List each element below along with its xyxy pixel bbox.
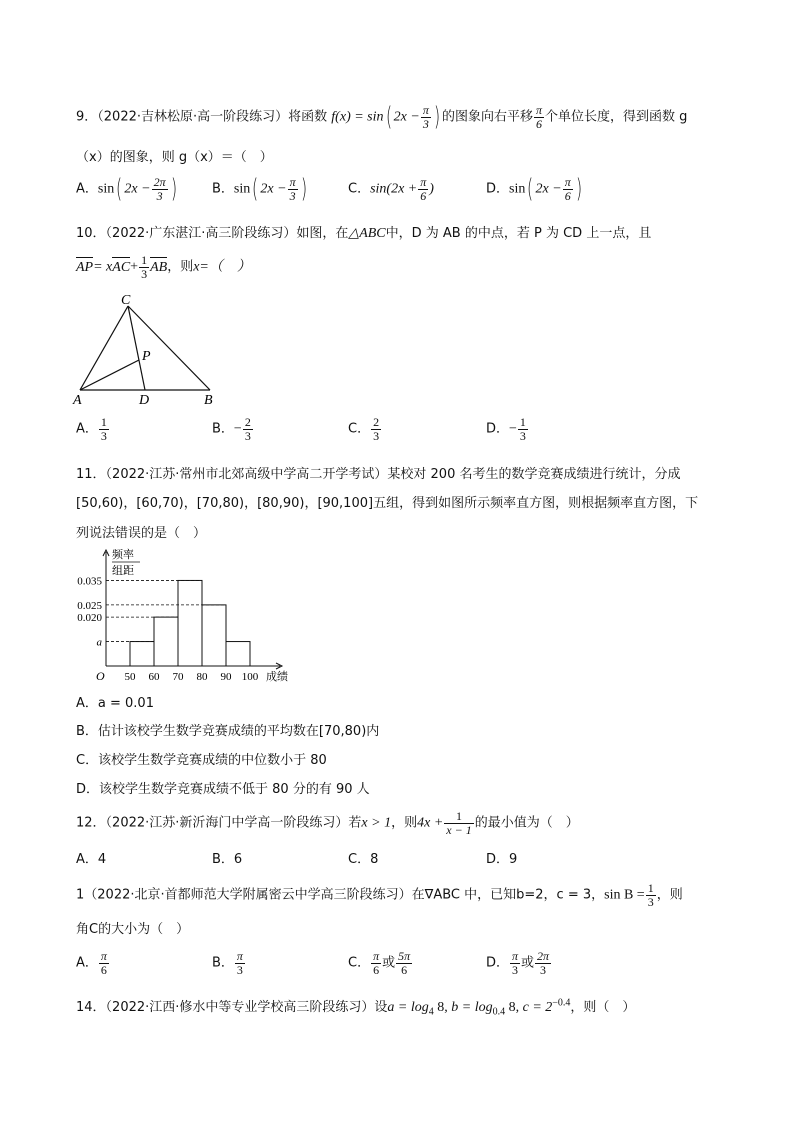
q10-option-b[interactable]: B．− $\frac{2}{3}$	[212, 415, 251, 443]
vertex-b-label: B	[204, 393, 213, 408]
y-tick-label: 0.020	[77, 612, 102, 625]
vector-ac: AC	[112, 259, 131, 275]
x-tick-label: 90	[220, 671, 232, 682]
q9-option-a[interactable]: A．sin( 2x − $\frac{2\pi}{3}$ )	[76, 174, 177, 205]
q9-number: 9．	[76, 109, 98, 125]
q13-option-c[interactable]: C． $\frac{\pi}{6}$ 或 $\frac{5\pi}{6}$	[348, 949, 411, 977]
histogram-bar	[154, 617, 178, 666]
q13-option-d[interactable]: D． $\frac{\pi}{3}$ 或 $\frac{2\pi}{3}$	[486, 949, 550, 977]
q14-stem: 14．（2022·江西·修水中等专业学校高三阶段练习）设$a = \log_4 8$, $b = \log_{0.4} 8$, $c = 2^{-0.4}$，则（ ）	[76, 997, 636, 1018]
vertex-a-label: A	[73, 393, 82, 408]
q12-option-c[interactable]: C．8	[348, 852, 379, 867]
q13-option-b[interactable]: B． $\frac{\pi}{3}$	[212, 949, 243, 977]
q11-source: （2022·江苏·常州市北郊高级中学高二开学考试）	[105, 467, 388, 482]
x-tick-label: 60	[148, 671, 160, 682]
q10-text: 如图，在	[296, 226, 349, 241]
triangle-figure	[70, 290, 220, 408]
histogram-bar	[130, 642, 154, 666]
q9-text-b: 的图象向右平移	[442, 109, 534, 125]
vector-ap: AP	[76, 259, 94, 275]
q9-option-c[interactable]: C．sin(2x + $\frac{\pi}{6}$ )	[348, 175, 434, 203]
q12-number: 12．	[76, 815, 106, 831]
x-tick-label: 50	[124, 671, 136, 682]
q12-option-a[interactable]: A．4	[76, 852, 107, 867]
q14-c: c = 2	[522, 1000, 553, 1015]
q10-option-d[interactable]: D．− $\frac{1}{3}$	[486, 415, 526, 443]
q12-option-d[interactable]: D．9	[486, 852, 518, 867]
q11-text: 某校对 200 名考生的数学竞赛成绩进行统计，分成	[387, 467, 681, 482]
x-tick-label: 70	[172, 671, 184, 682]
point-p-label: P	[142, 349, 151, 364]
q12-condition: x > 1	[361, 815, 392, 831]
q10-eq-frac: $\frac{1}{3}$	[141, 253, 148, 281]
q12-source: （2022·江苏·新沂海门中学高一阶段练习）	[105, 815, 349, 831]
q10-text-b: 中，D 为 AB 的中点，若 P 为 CD 上一点，且	[385, 226, 652, 241]
x-tick-label: 100	[241, 671, 259, 682]
q10-number: 10．	[76, 226, 106, 241]
frequency-histogram	[70, 546, 300, 682]
q11-option-c[interactable]: C．该校学生数学竞赛成绩的中位数小于 80	[76, 753, 327, 768]
q11-number: 11．	[76, 467, 106, 482]
q14-source: （2022·江西·修水中等专业学校高三阶段练习）	[105, 1000, 375, 1015]
q10-triangle: △ABC	[348, 226, 386, 241]
q12-expression: 4x +	[417, 815, 444, 831]
q9-option-d[interactable]: D．sin( 2x − $\frac{\pi}{6}$ )	[486, 174, 582, 205]
q9-stem: 9．（2022·吉林松原·高一阶段练习）将函数 f(x) = sin( 2x − $\frac{\pi}{3}$ ) 的图象向右平移 $\frac{\pi}{6}$ 个单位长度，得到函数 g	[76, 102, 688, 133]
q12-frac: $\frac{1}{x - 1}$	[446, 809, 472, 837]
y-axis-label-denominator: 组距	[112, 565, 134, 577]
y-tick-label: a	[96, 636, 102, 649]
q9-shift-frac: $\frac{\pi}{6}$	[536, 103, 543, 131]
q13-sinb: sin B =	[604, 887, 645, 903]
q9-option-b[interactable]: B．sin( 2x − $\frac{\pi}{3}$ )	[212, 174, 307, 205]
histogram-bar	[226, 642, 250, 666]
q13-frac: $\frac{1}{3}$	[647, 881, 654, 909]
q11-option-d[interactable]: D．该校学生数学竞赛成绩不低于 80 分的有 90 人	[76, 782, 370, 797]
q13-text: 在∇ABC 中，已知b=2，c = 3，	[411, 887, 605, 903]
q11-line2: [50,60)，[60,70)，[70,80)，[80,90)，[90,100]五组，得到如图所示频率直方图，则根据频率直方图，下	[76, 496, 699, 511]
origin-label: O	[96, 669, 105, 682]
q13-stem: 1（2022·北京·首都师范大学附属密云中学高三阶段练习）在∇ABC 中，已知b=2，c = 3，sin B = $\frac{1}{3}$ ，则	[76, 881, 683, 909]
x-axis-label: 成绩	[266, 671, 288, 682]
q12-stem: 12．（2022·江苏·新沂海门中学高一阶段练习）若x > 1，则4x + $\frac{1}{x - 1}$ 的最小值为（ ）	[76, 809, 579, 837]
q10-option-c[interactable]: C． $\frac{2}{3}$	[348, 415, 380, 443]
y-tick-label: 0.025	[77, 599, 102, 612]
q9-func: f(x) = sin	[331, 109, 384, 125]
y-axis-label-numerator: 频率	[112, 549, 134, 561]
q11-stem	[76, 463, 680, 482]
histogram-bar	[178, 580, 202, 666]
q10-stem	[76, 222, 651, 242]
q12-option-b[interactable]: B．6	[212, 852, 243, 867]
q13-number: 1	[76, 887, 85, 903]
x-tick-label: 80	[196, 671, 208, 682]
vector-ab: AB	[150, 259, 168, 275]
y-tick-label: 0.035	[77, 575, 102, 588]
q11-line3: 列说法错误的是（ ）	[76, 526, 207, 541]
q9-text-c: 个单位长度，得到函数 g	[545, 109, 688, 125]
q9-arg: 2x −	[393, 109, 420, 125]
q11-option-b[interactable]: B．估计该校学生数学竞赛成绩的平均数在[70,80)内	[76, 724, 380, 739]
q13-option-a[interactable]: A． $\frac{\pi}{6}$	[76, 949, 107, 977]
q9-source: （2022·吉林松原·高一阶段练习）	[97, 109, 289, 125]
histogram-bar	[202, 605, 226, 666]
q9-line2: （x）的图象，则 g（x）＝（ ）	[76, 150, 273, 165]
q10-ask: x=（ ）	[193, 259, 251, 275]
q13-line2: 角C的大小为（ ）	[76, 922, 190, 937]
q9-frac: $\frac{\pi}{3}$	[422, 103, 429, 131]
q13-source: （2022·北京·首都师范大学附属密云中学高三阶段练习）	[84, 887, 412, 903]
q10-source: （2022·广东湛江·高三阶段练习）	[105, 226, 297, 241]
q14-a: a = log	[387, 1000, 429, 1015]
q14-b: b = log	[451, 1000, 493, 1015]
q11-option-a[interactable]: A．a = 0.01	[76, 696, 154, 711]
point-d-label: D	[139, 393, 150, 408]
q9-text: 将函数	[288, 109, 328, 125]
vertex-c-label: C	[121, 293, 131, 308]
q14-number: 14．	[76, 1000, 106, 1015]
q10-option-a[interactable]: A． $\frac{1}{3}$	[76, 415, 107, 443]
q10-equation: AP= xAC+ $\frac{1}{3}$ AB，则x=（ ）	[76, 253, 251, 281]
